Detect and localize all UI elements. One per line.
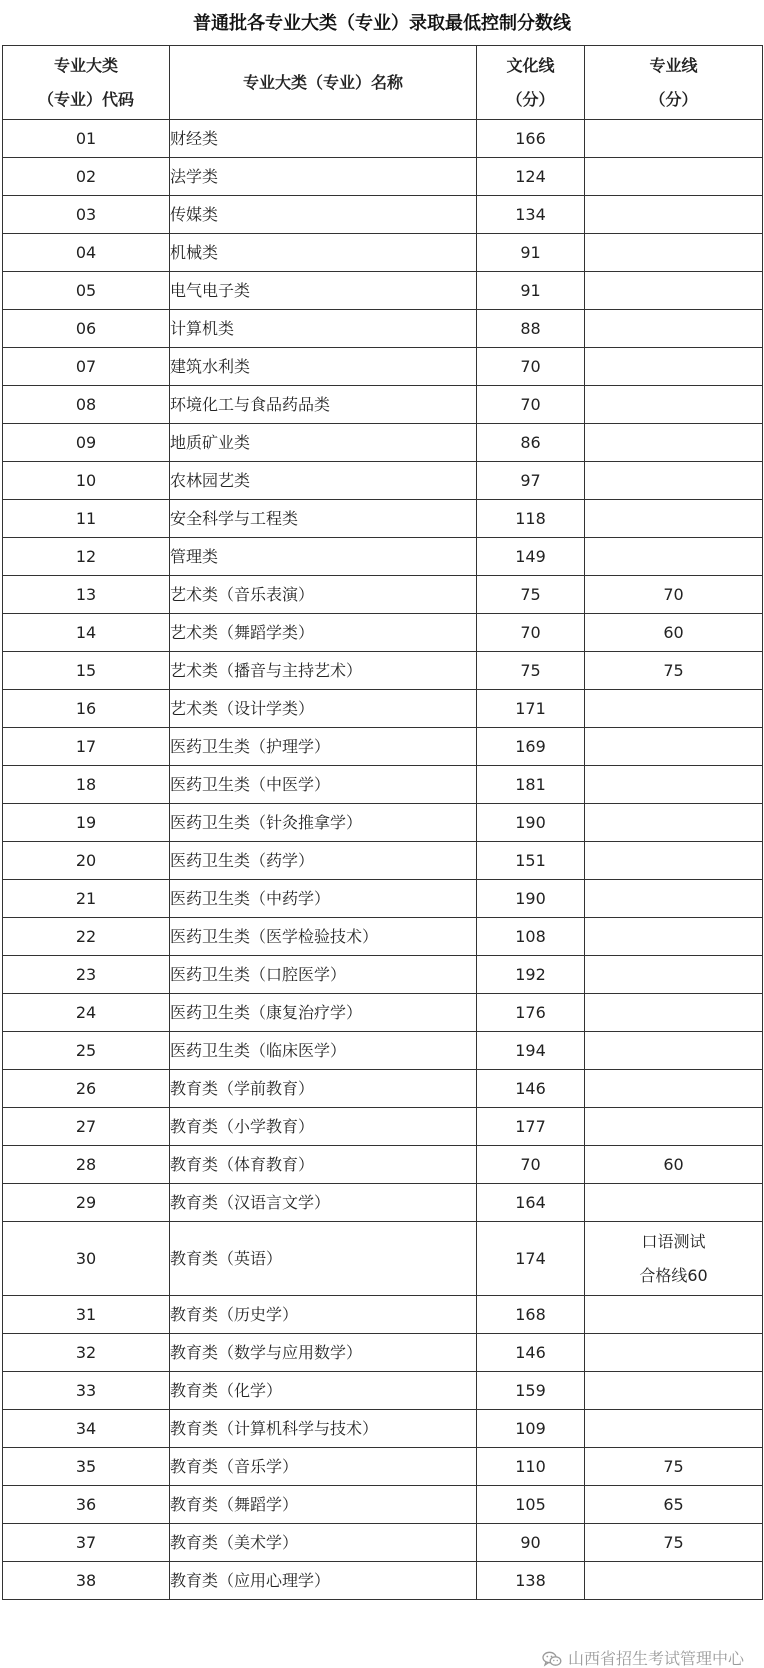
table-row <box>3 120 763 158</box>
cell-major-score <box>585 500 763 538</box>
cell-major-score <box>585 1108 763 1146</box>
wechat-icon <box>542 1651 562 1667</box>
table-row <box>3 842 763 880</box>
table-row <box>3 576 763 614</box>
cell-name: 艺术类（舞蹈学类） <box>170 614 477 652</box>
cell-culture-score: 118 <box>477 500 585 538</box>
cell-culture-score: 91 <box>477 234 585 272</box>
table-row <box>3 1146 763 1184</box>
cell-code: 33 <box>3 1372 170 1410</box>
cell-name: 教育类（历史学） <box>170 1296 477 1334</box>
cell-code: 12 <box>3 538 170 576</box>
table-row <box>3 918 763 956</box>
cell-name: 医药卫生类（中医学） <box>170 766 477 804</box>
cell-culture-score: 159 <box>477 1372 585 1410</box>
cell-culture-score: 70 <box>477 1146 585 1184</box>
cell-culture-score: 151 <box>477 842 585 880</box>
cell-code: 29 <box>3 1184 170 1222</box>
cell-major-score <box>585 1372 763 1410</box>
table-row <box>3 880 763 918</box>
table-row <box>3 1372 763 1410</box>
cell-name: 艺术类（设计学类） <box>170 690 477 728</box>
cell-culture-score: 146 <box>477 1334 585 1372</box>
cell-name: 教育类（英语） <box>170 1222 477 1296</box>
cell-name: 传媒类 <box>170 196 477 234</box>
cell-name: 教育类（美术学） <box>170 1524 477 1562</box>
table-row <box>3 956 763 994</box>
cell-code: 09 <box>3 424 170 462</box>
cell-culture-score: 169 <box>477 728 585 766</box>
page-title: 普通批各专业大类（专业）录取最低控制分数线 <box>193 13 571 34</box>
cell-code: 31 <box>3 1296 170 1334</box>
cell-code: 36 <box>3 1486 170 1524</box>
cell-major-score <box>585 196 763 234</box>
table-row <box>3 538 763 576</box>
table-row <box>3 1184 763 1222</box>
cell-major-score: 口语测试 合格线60 <box>585 1222 763 1296</box>
cell-culture-score: 149 <box>477 538 585 576</box>
cell-major-score <box>585 234 763 272</box>
cell-major-score <box>585 1032 763 1070</box>
cell-major-score <box>585 842 763 880</box>
cell-code: 27 <box>3 1108 170 1146</box>
cell-code: 06 <box>3 310 170 348</box>
cell-culture-score: 108 <box>477 918 585 956</box>
cell-culture-score: 138 <box>477 1562 585 1600</box>
cell-code: 16 <box>3 690 170 728</box>
cell-major-score <box>585 310 763 348</box>
cell-major-score: 75 <box>585 652 763 690</box>
cell-major-score <box>585 690 763 728</box>
cell-code: 23 <box>3 956 170 994</box>
cell-culture-score: 70 <box>477 614 585 652</box>
header-culture: 文化线 （分） <box>477 46 585 120</box>
cell-major-score <box>585 766 763 804</box>
table-row <box>3 348 763 386</box>
cell-name: 医药卫生类（康复治疗学） <box>170 994 477 1032</box>
cell-culture-score: 91 <box>477 272 585 310</box>
cell-code: 18 <box>3 766 170 804</box>
cell-culture-score: 75 <box>477 576 585 614</box>
cell-code: 13 <box>3 576 170 614</box>
cell-name: 教育类（体育教育） <box>170 1146 477 1184</box>
cell-major-score <box>585 1562 763 1600</box>
cell-code: 01 <box>3 120 170 158</box>
cell-name: 艺术类（播音与主持艺术） <box>170 652 477 690</box>
cell-culture-score: 176 <box>477 994 585 1032</box>
table-row <box>3 1410 763 1448</box>
cell-major-score: 65 <box>585 1486 763 1524</box>
footer-text: 山西省招生考试管理中心 <box>567 1649 744 1668</box>
cell-name: 环境化工与食品药品类 <box>170 386 477 424</box>
table-row <box>3 158 763 196</box>
cell-major-score <box>585 158 763 196</box>
cell-culture-score: 174 <box>477 1222 585 1296</box>
cell-culture-score: 88 <box>477 310 585 348</box>
cell-code: 14 <box>3 614 170 652</box>
table-row <box>3 1296 763 1334</box>
cell-name: 财经类 <box>170 120 477 158</box>
table-row <box>3 500 763 538</box>
cell-code: 19 <box>3 804 170 842</box>
cell-code: 08 <box>3 386 170 424</box>
cell-culture-score: 109 <box>477 1410 585 1448</box>
table-row <box>3 462 763 500</box>
cell-name: 医药卫生类（针灸推拿学） <box>170 804 477 842</box>
score-table <box>2 45 763 1600</box>
cell-name: 教育类（小学教育） <box>170 1108 477 1146</box>
table-row <box>3 1334 763 1372</box>
cell-major-score <box>585 1334 763 1372</box>
cell-major-score <box>585 462 763 500</box>
cell-code: 35 <box>3 1448 170 1486</box>
cell-culture-score: 97 <box>477 462 585 500</box>
footer-watermark <box>542 1650 744 1668</box>
cell-culture-score: 124 <box>477 158 585 196</box>
cell-code: 02 <box>3 158 170 196</box>
cell-major-score <box>585 918 763 956</box>
cell-code: 38 <box>3 1562 170 1600</box>
cell-code: 30 <box>3 1222 170 1296</box>
table-row <box>3 196 763 234</box>
cell-culture-score: 166 <box>477 120 585 158</box>
cell-code: 32 <box>3 1334 170 1372</box>
cell-name: 医药卫生类（药学） <box>170 842 477 880</box>
header-name: 专业大类（专业）名称 <box>170 46 477 120</box>
cell-code: 34 <box>3 1410 170 1448</box>
cell-code: 05 <box>3 272 170 310</box>
table-row <box>3 310 763 348</box>
cell-name: 地质矿业类 <box>170 424 477 462</box>
cell-major-score <box>585 728 763 766</box>
header-row <box>3 46 763 120</box>
header-code: 专业大类 （专业）代码 <box>3 46 170 120</box>
cell-major-score <box>585 1410 763 1448</box>
cell-culture-score: 146 <box>477 1070 585 1108</box>
cell-major-score <box>585 386 763 424</box>
cell-name: 教育类（汉语言文学） <box>170 1184 477 1222</box>
cell-culture-score: 190 <box>477 880 585 918</box>
cell-major-score <box>585 956 763 994</box>
table-row <box>3 1486 763 1524</box>
cell-culture-score: 134 <box>477 196 585 234</box>
cell-major-score <box>585 120 763 158</box>
table-row <box>3 272 763 310</box>
table-row <box>3 1448 763 1486</box>
cell-culture-score: 75 <box>477 652 585 690</box>
cell-culture-score: 90 <box>477 1524 585 1562</box>
cell-code: 26 <box>3 1070 170 1108</box>
cell-name: 医药卫生类（中药学） <box>170 880 477 918</box>
cell-code: 24 <box>3 994 170 1032</box>
table-row <box>3 728 763 766</box>
cell-code: 11 <box>3 500 170 538</box>
cell-culture-score: 105 <box>477 1486 585 1524</box>
table-row <box>3 652 763 690</box>
table-row <box>3 424 763 462</box>
cell-code: 21 <box>3 880 170 918</box>
table-row <box>3 234 763 272</box>
cell-major-score <box>585 538 763 576</box>
cell-name: 教育类（音乐学） <box>170 1448 477 1486</box>
cell-code: 22 <box>3 918 170 956</box>
cell-name: 医药卫生类（医学检验技术） <box>170 918 477 956</box>
cell-culture-score: 192 <box>477 956 585 994</box>
cell-culture-score: 70 <box>477 386 585 424</box>
cell-culture-score: 164 <box>477 1184 585 1222</box>
cell-major-score: 70 <box>585 576 763 614</box>
cell-major-score: 60 <box>585 1146 763 1184</box>
cell-culture-score: 168 <box>477 1296 585 1334</box>
table-row <box>3 386 763 424</box>
cell-major-score <box>585 424 763 462</box>
table-row <box>3 994 763 1032</box>
cell-culture-score: 190 <box>477 804 585 842</box>
cell-name: 医药卫生类（护理学） <box>170 728 477 766</box>
cell-code: 37 <box>3 1524 170 1562</box>
cell-name: 教育类（应用心理学） <box>170 1562 477 1600</box>
cell-name: 安全科学与工程类 <box>170 500 477 538</box>
cell-major-score: 75 <box>585 1448 763 1486</box>
cell-culture-score: 181 <box>477 766 585 804</box>
cell-major-score <box>585 994 763 1032</box>
table-row <box>3 1108 763 1146</box>
cell-name: 医药卫生类（口腔医学） <box>170 956 477 994</box>
cell-major-score <box>585 1296 763 1334</box>
cell-culture-score: 171 <box>477 690 585 728</box>
cell-culture-score: 86 <box>477 424 585 462</box>
cell-code: 28 <box>3 1146 170 1184</box>
cell-name: 医药卫生类（临床医学） <box>170 1032 477 1070</box>
cell-major-score <box>585 1070 763 1108</box>
cell-name: 教育类（数学与应用数学） <box>170 1334 477 1372</box>
cell-name: 教育类（舞蹈学） <box>170 1486 477 1524</box>
cell-major-score <box>585 272 763 310</box>
cell-culture-score: 70 <box>477 348 585 386</box>
cell-culture-score: 110 <box>477 1448 585 1486</box>
cell-name: 机械类 <box>170 234 477 272</box>
header-major: 专业线 （分） <box>585 46 763 120</box>
cell-name: 计算机类 <box>170 310 477 348</box>
cell-code: 25 <box>3 1032 170 1070</box>
cell-culture-score: 194 <box>477 1032 585 1070</box>
table-row <box>3 1032 763 1070</box>
table-row <box>3 1222 763 1296</box>
cell-major-score <box>585 1184 763 1222</box>
cell-major-score <box>585 804 763 842</box>
cell-code: 10 <box>3 462 170 500</box>
cell-code: 04 <box>3 234 170 272</box>
cell-name: 管理类 <box>170 538 477 576</box>
cell-name: 教育类（计算机科学与技术） <box>170 1410 477 1448</box>
cell-major-score: 75 <box>585 1524 763 1562</box>
cell-code: 15 <box>3 652 170 690</box>
table-row <box>3 766 763 804</box>
cell-name: 教育类（化学） <box>170 1372 477 1410</box>
cell-code: 17 <box>3 728 170 766</box>
cell-name: 农林园艺类 <box>170 462 477 500</box>
cell-name: 教育类（学前教育） <box>170 1070 477 1108</box>
cell-code: 20 <box>3 842 170 880</box>
cell-major-score <box>585 880 763 918</box>
cell-major-score <box>585 348 763 386</box>
table-row <box>3 614 763 652</box>
table-row <box>3 804 763 842</box>
table-row <box>3 1070 763 1108</box>
cell-name: 法学类 <box>170 158 477 196</box>
cell-code: 03 <box>3 196 170 234</box>
cell-name: 艺术类（音乐表演） <box>170 576 477 614</box>
cell-major-score: 60 <box>585 614 763 652</box>
cell-name: 建筑水利类 <box>170 348 477 386</box>
cell-code: 07 <box>3 348 170 386</box>
cell-name: 电气电子类 <box>170 272 477 310</box>
table-row <box>3 690 763 728</box>
table-row <box>3 1562 763 1600</box>
cell-culture-score: 177 <box>477 1108 585 1146</box>
table-row <box>3 1524 763 1562</box>
